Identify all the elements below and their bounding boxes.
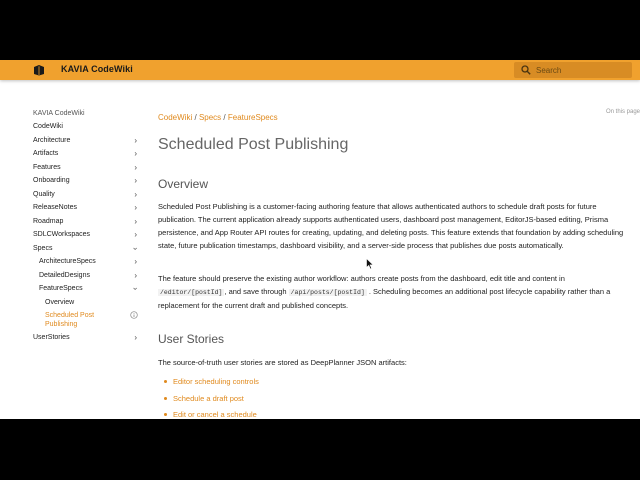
sidebar-item-label: Artifacts: [33, 150, 59, 157]
breadcrumb-codewiki[interactable]: CodeWiki: [158, 113, 193, 122]
sidebar-item-userstories[interactable]: [33, 331, 139, 345]
chevron-right-icon[interactable]: ›: [134, 162, 137, 172]
page-title: Scheduled Post Publishing: [158, 136, 349, 153]
top-header: [0, 60, 640, 80]
chevron-right-icon[interactable]: ›: [134, 189, 137, 199]
sidebar-item-label: FeatureSpecs: [39, 285, 83, 292]
sidebar-item-releasenotes[interactable]: [33, 201, 139, 215]
codewiki-page: [0, 60, 640, 419]
sidebar-item-label: CodeWiki: [33, 123, 63, 130]
sidebar-item-features[interactable]: [33, 161, 139, 175]
list-item: [173, 392, 259, 409]
book-logo-icon[interactable]: [33, 64, 45, 76]
sidebar-item-featurespecs[interactable]: [33, 282, 139, 296]
sidebar-item-quality[interactable]: [33, 188, 139, 202]
workflow-paragraph: [158, 272, 624, 312]
sidebar-item-overview[interactable]: [33, 296, 139, 310]
breadcrumb: [158, 113, 624, 125]
user-stories-heading: User Stories: [158, 332, 225, 346]
sidebar-item-label: Roadmap: [33, 217, 64, 225]
search-input[interactable]: [536, 63, 626, 77]
chevron-right-icon[interactable]: ›: [134, 230, 137, 239]
sidebar-item-label: SDLCWorkspaces: [33, 231, 91, 238]
overview-heading: Overview: [158, 177, 209, 191]
sidebar-item-specs[interactable]: [33, 242, 139, 256]
chevron-right-icon[interactable]: ›: [134, 176, 137, 185]
sidebar-item-label: Features: [33, 163, 61, 171]
sidebar-item-artifacts[interactable]: [33, 147, 139, 161]
story-link[interactable]: Schedule a draft post: [173, 393, 244, 403]
site-title[interactable]: KAVIA CodeWiki: [61, 64, 133, 74]
sidebar-item-scheduled-post-publishing[interactable]: [33, 309, 139, 331]
sidebar-item-label: Onboarding: [33, 177, 70, 184]
sidebar-item-onboarding[interactable]: [33, 174, 139, 188]
chevron-down-icon[interactable]: ›: [131, 246, 141, 250]
inline-code: /api/posts/[postId]: [290, 289, 365, 296]
sidebar-item-label: UserStories: [33, 334, 70, 341]
chevron-right-icon[interactable]: ›: [134, 216, 137, 226]
sidebar-item-architecture[interactable]: [33, 134, 139, 148]
sidebar-item-label: ReleaseNotes: [33, 204, 77, 211]
sidebar-item-roadmap[interactable]: [33, 215, 139, 229]
chevron-down-icon[interactable]: ›: [131, 287, 141, 291]
sidebar-item-label: DetailedDesigns: [39, 271, 90, 279]
mouse-cursor-icon: [366, 258, 374, 270]
sidebar-item-detaileddesigns[interactable]: [33, 269, 139, 283]
sidebar-item-sdlcworkspaces[interactable]: [33, 228, 139, 242]
breadcrumb-separator: /: [194, 113, 197, 122]
user-stories-list: [158, 375, 259, 419]
chevron-right-icon[interactable]: ›: [134, 149, 137, 158]
sidebar-item-label: ArchitectureSpecs: [39, 258, 96, 265]
search-icon: [521, 65, 531, 75]
paragraph-text: The feature should preserve the existing author workflow: authors create posts from the dashboard, edit title and content in: [158, 274, 565, 283]
overview-paragraph: Scheduled Post Publishing is a customer-facing authoring feature that allows authenticated authors to schedule draft posts for future publication. The current application already supports authenticated users, dashboard post management, EditorJS-based editing, Prisma persistence, and App Router API routes for creating, updating, and deleting posts. This feature extends that foundation by adding scheduling state, future publication timestamps, dashboard visibility, and a server-side process that publishes due posts automatically.: [158, 202, 624, 250]
chevron-right-icon[interactable]: ›: [134, 257, 137, 266]
sidebar-item-label: Scheduled Post Publishing: [45, 312, 95, 328]
inline-code: /editor/[postId]: [160, 289, 223, 296]
search-box[interactable]: [514, 62, 632, 78]
chevron-right-icon[interactable]: ›: [134, 333, 137, 342]
user-stories-intro: The source-of-truth user stories are stored as DeepPlanner JSON artifacts:: [158, 358, 407, 367]
chevron-right-icon[interactable]: ›: [134, 203, 137, 212]
breadcrumb-separator: /: [223, 113, 226, 122]
sidebar-item-label: Quality: [33, 190, 55, 198]
paragraph-text: , and save through: [224, 287, 287, 296]
on-this-page-label[interactable]: On this page: [606, 109, 640, 115]
paragraph-text: . Scheduling becomes an additional post lifecycle capability rather than a replacement for the current draft and published concepts.: [158, 287, 611, 310]
story-link[interactable]: Edit or cancel a schedule: [173, 410, 257, 419]
sidebar-nav: [33, 107, 139, 345]
list-item: [173, 408, 259, 419]
sidebar-item-codewiki[interactable]: [33, 120, 139, 134]
sidebar-item-label: Architecture: [33, 136, 71, 144]
list-item: [173, 375, 259, 392]
sidebar-item-label: Overview: [45, 298, 75, 306]
chevron-right-icon[interactable]: ›: [134, 270, 137, 280]
sidebar-item-architecturespecs[interactable]: [33, 255, 139, 269]
sidebar-item-label: Specs: [33, 244, 53, 252]
sidebar-title: KAVIA CodeWiki: [33, 110, 85, 117]
breadcrumb-specs[interactable]: Specs: [198, 113, 222, 122]
breadcrumb-featurespecs[interactable]: FeatureSpecs: [227, 113, 278, 122]
info-icon: [130, 311, 138, 319]
chevron-right-icon[interactable]: ›: [134, 135, 137, 145]
story-link[interactable]: Editor scheduling controls: [173, 377, 259, 386]
main-content: [158, 113, 624, 419]
